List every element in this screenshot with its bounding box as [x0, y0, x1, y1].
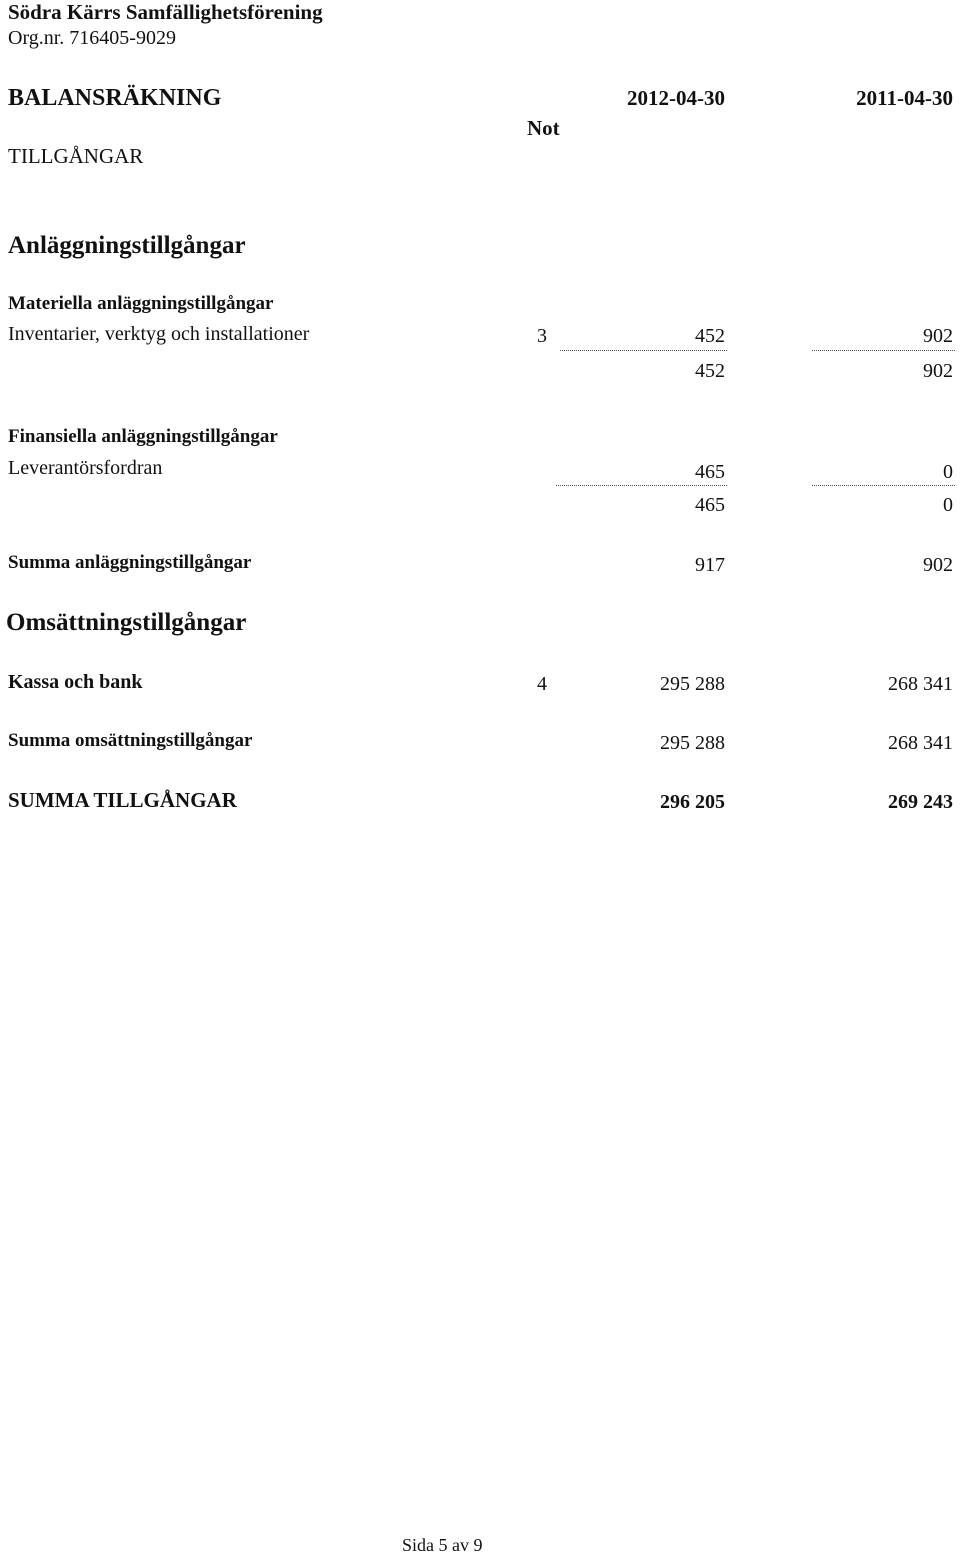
financial-assets-heading: Finansiella anläggningstillgångar	[8, 426, 278, 447]
current-assets-heading: Omsättningstillgångar	[6, 609, 247, 636]
page-number: Sida 5 av 9	[402, 1535, 483, 1555]
current-assets-total-previous: 268 341	[888, 732, 953, 754]
tangible-subtotal-previous: 902	[923, 360, 953, 382]
financial-subtotal-current: 465	[695, 494, 725, 516]
underline-current	[556, 485, 727, 486]
note-column-header: Not	[527, 116, 560, 140]
equipment-row-label: Inventarier, verktyg och installationer	[8, 323, 310, 345]
grand-total-previous: 269 243	[888, 791, 953, 813]
organization-name: Södra Kärrs Samfällighetsförening	[8, 0, 323, 24]
fixed-assets-total-previous: 902	[923, 554, 953, 576]
receivables-row-current: 465	[695, 461, 725, 483]
underline-current	[560, 350, 727, 351]
section-heading: TILLGÅNGAR	[8, 144, 144, 168]
equipment-row-previous: 902	[923, 325, 953, 347]
org-number: Org.nr. 716405-9029	[8, 27, 176, 49]
period-previous-header: 2011-04-30	[856, 86, 953, 110]
cash-row-current: 295 288	[660, 673, 725, 695]
equipment-row-current: 452	[695, 325, 725, 347]
period-current-header: 2012-04-30	[627, 86, 725, 110]
current-assets-total-current: 295 288	[660, 732, 725, 754]
statement-title: BALANSRÄKNING	[8, 85, 222, 111]
fixed-assets-total-label: Summa anläggningstillgångar	[8, 552, 252, 573]
fixed-assets-total-current: 917	[695, 554, 725, 576]
current-assets-total-label: Summa omsättningstillgångar	[8, 730, 253, 751]
tangible-assets-heading: Materiella anläggningstillgångar	[8, 293, 274, 314]
grand-total-current: 296 205	[660, 791, 725, 813]
cash-row-note: 4	[537, 673, 547, 695]
financial-subtotal-previous: 0	[943, 494, 953, 516]
cash-row-previous: 268 341	[888, 673, 953, 695]
underline-previous	[812, 485, 955, 486]
grand-total-label: SUMMA TILLGÅNGAR	[8, 788, 237, 812]
underline-previous	[812, 350, 955, 351]
receivables-row-previous: 0	[943, 461, 953, 483]
receivables-row-label: Leverantörsfordran	[8, 457, 163, 479]
fixed-assets-heading: Anläggningstillgångar	[8, 232, 246, 259]
cash-row-label: Kassa och bank	[8, 671, 143, 693]
equipment-row-note: 3	[537, 325, 547, 347]
tangible-subtotal-current: 452	[695, 360, 725, 382]
